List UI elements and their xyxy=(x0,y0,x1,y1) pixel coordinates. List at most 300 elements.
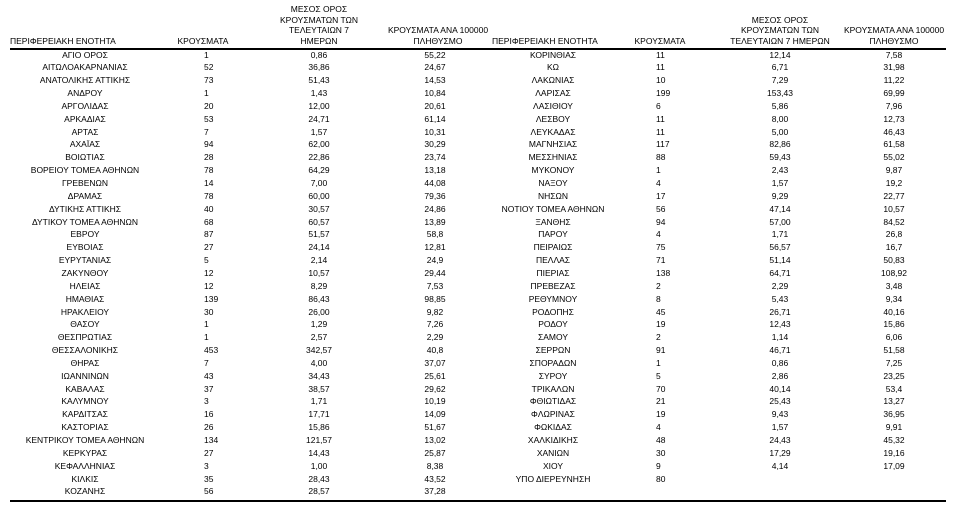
per100k-cell: 13,18 xyxy=(424,165,446,176)
per100k-cell: 69,99 xyxy=(883,88,905,99)
cases-cell: 45 xyxy=(656,306,666,317)
region-name-cell: ΡΟΔΟΥ xyxy=(538,319,568,330)
region-name-cell: ΛΑΚΩΝΙΑΣ xyxy=(531,75,575,86)
per100k-cell: 7,26 xyxy=(426,319,444,330)
region-name-cell: ΗΡΑΚΛΕΙΟΥ xyxy=(60,306,110,317)
cases-cell: 199 xyxy=(656,88,671,99)
table-row xyxy=(8,306,948,319)
avg7-cell: 51,14 xyxy=(769,255,791,266)
covid-cases-table xyxy=(8,0,948,505)
table-row xyxy=(8,357,948,370)
cases-cell: 40 xyxy=(204,203,214,214)
avg7-cell: 46,71 xyxy=(769,345,791,356)
per100k-cell: 7,58 xyxy=(885,49,903,60)
region-name-cell: ΣΠΟΡΑΔΩΝ xyxy=(529,357,577,368)
avg7-cell: 8,00 xyxy=(771,113,789,124)
cases-cell: 70 xyxy=(656,383,666,394)
region-name-cell: ΣΑΜΟΥ xyxy=(537,332,568,343)
region-name-cell: ΠΙΕΡΙΑΣ xyxy=(536,267,570,278)
table-row xyxy=(8,228,948,241)
per100k-cell: 45,32 xyxy=(883,435,905,445)
per100k-cell: 24,9 xyxy=(426,255,444,266)
cases-cell: 2 xyxy=(656,280,661,291)
avg7-cell: 14,43 xyxy=(308,447,330,458)
region-name-cell: ΘΕΣΣΑΛΟΝΙΚΗΣ xyxy=(51,345,119,356)
per100k-cell: 25,87 xyxy=(424,447,446,458)
per100k-cell: 10,84 xyxy=(424,88,446,99)
cases-cell: 9 xyxy=(656,460,661,471)
cases-cell: 56 xyxy=(204,486,214,497)
table-row xyxy=(8,318,948,331)
cases-cell: 3 xyxy=(204,396,209,407)
per100k-cell: 13,27 xyxy=(883,396,905,407)
region-name-cell: ΘΗΡΑΣ xyxy=(70,357,100,368)
table-row xyxy=(8,113,948,126)
table-row xyxy=(8,408,948,421)
avg7-cell: 2,14 xyxy=(310,255,328,266)
cases-cell: 1 xyxy=(204,319,209,330)
region-name-cell: ΞΑΝΘΗΣ xyxy=(535,216,571,227)
avg7-cell: 2,57 xyxy=(310,332,328,343)
region-name-cell: ΚΕΝΤΡΙΚΟΥ ΤΟΜΕΑ ΑΘΗΝΩΝ xyxy=(25,435,145,445)
cases-cell: 4 xyxy=(656,178,661,188)
per100k-cell: 6,06 xyxy=(885,332,903,343)
region-name-cell: ΦΛΩΡΙΝΑΣ xyxy=(531,409,575,420)
region-name-cell: ΓΡΕΒΕΝΩΝ xyxy=(62,178,108,188)
per100k-cell: 12,81 xyxy=(424,242,446,253)
cases-cell: 1 xyxy=(656,357,661,368)
region-name-cell: ΘΕΣΠΡΩΤΙΑΣ xyxy=(57,332,113,343)
table-row xyxy=(8,164,948,177)
cases-cell: 11 xyxy=(656,126,665,137)
avg7-cell: 36,86 xyxy=(308,62,330,73)
region-name-cell: ΣΥΡΟΥ xyxy=(538,370,568,381)
region-name-cell: ΛΕΣΒΟΥ xyxy=(535,113,571,124)
per100k-cell: 84,52 xyxy=(883,216,905,227)
per100k-cell: 31,98 xyxy=(883,62,905,73)
region-name-cell: ΦΘΙΩΤΙΔΑΣ xyxy=(529,396,577,407)
region-name-cell: ΚΙΛΚΙΣ xyxy=(71,473,99,484)
cases-cell: 14 xyxy=(204,178,214,188)
table-row xyxy=(8,254,948,267)
cases-cell: 3 xyxy=(204,460,209,471)
region-name-cell: ΤΡΙΚΑΛΩΝ xyxy=(531,383,575,394)
avg7-cell: 12,14 xyxy=(769,49,791,60)
avg7-cell: 0,86 xyxy=(310,49,328,60)
avg7-cell: 40,14 xyxy=(769,383,791,394)
header-cases-right: ΚΡΟΥΣΜΑΤΑ xyxy=(634,35,686,46)
cases-cell: 4 xyxy=(656,229,661,240)
avg7-cell: 12,00 xyxy=(308,100,330,111)
table-row xyxy=(8,421,948,434)
table-row xyxy=(8,447,948,460)
per100k-cell: 9,34 xyxy=(885,293,903,304)
per100k-cell: 25,61 xyxy=(424,370,446,381)
header-region-right: ΠΕΡΙΦΕΡΕΙΑΚΗ ΕΝΟΤΗΤΑ xyxy=(492,35,598,46)
region-name-cell: ΕΥΒΟΙΑΣ xyxy=(66,242,104,253)
region-name-cell: ΑΧΑΪΑΣ xyxy=(69,139,101,150)
region-name-cell: ΛΑΣΙΘΙΟΥ xyxy=(533,100,573,111)
avg7-cell: 28,57 xyxy=(308,486,330,497)
cases-cell: 453 xyxy=(204,345,219,356)
per100k-cell: 55,02 xyxy=(883,152,905,163)
table-row xyxy=(8,267,948,280)
region-name-cell: ΚΑΣΤΟΡΙΑΣ xyxy=(61,422,109,433)
region-name-cell: ΕΒΡΟΥ xyxy=(70,229,100,240)
cases-cell: 10 xyxy=(656,75,666,86)
cases-cell: 8 xyxy=(656,293,661,304)
table-row xyxy=(8,100,948,113)
cases-cell: 73 xyxy=(204,75,214,86)
region-name-cell: ΧΙΟΥ xyxy=(542,460,564,471)
cases-cell: 19 xyxy=(656,319,666,330)
per100k-cell: 29,62 xyxy=(424,383,446,394)
per100k-cell: 19,16 xyxy=(883,447,905,458)
avg7-cell: 5,00 xyxy=(771,126,789,137)
per100k-cell: 29,44 xyxy=(424,267,446,278)
region-name-cell: ΠΡΕΒΕΖΑΣ xyxy=(530,280,576,291)
region-name-cell: ΚΩ xyxy=(546,62,560,73)
table-row xyxy=(8,370,948,383)
avg7-cell: 7,29 xyxy=(771,75,789,86)
per100k-cell: 40,16 xyxy=(883,306,905,317)
avg7-cell: 1,71 xyxy=(310,396,328,407)
per100k-cell: 24,67 xyxy=(424,62,446,73)
region-name-cell: ΣΕΡΡΩΝ xyxy=(535,345,571,356)
avg7-cell: 26,00 xyxy=(308,306,330,317)
cases-cell: 43 xyxy=(204,370,214,381)
region-name-cell: ΑΡΓΟΛΙΔΑΣ xyxy=(61,100,109,111)
per100k-cell: 30,29 xyxy=(424,139,446,150)
region-name-cell: ΒΟΡΕΙΟΥ ΤΟΜΕΑ ΑΘΗΝΩΝ xyxy=(30,165,140,176)
per100k-cell: 23,74 xyxy=(424,152,446,163)
cases-cell: 1 xyxy=(204,332,209,343)
region-name-cell: ΙΩΑΝΝΙΝΩΝ xyxy=(61,370,109,381)
region-name-cell: ΛΕΥΚΑΔΑΣ xyxy=(530,126,576,137)
header-per100k-left: ΚΡΟΥΣΜΑΤΑ ΑΝΑ 100000 ΠΛΗΘΥΣΜΟ xyxy=(387,25,489,46)
cases-cell: 37 xyxy=(204,383,214,394)
header-cases-left: ΚΡΟΥΣΜΑΤΑ xyxy=(177,35,229,46)
cases-cell: 87 xyxy=(204,229,214,240)
cases-cell: 30 xyxy=(204,306,214,317)
per100k-cell: 40,8 xyxy=(426,345,444,356)
avg7-cell: 4,00 xyxy=(310,357,328,368)
per100k-cell: 7,53 xyxy=(426,280,444,291)
avg7-cell: 34,43 xyxy=(308,370,330,381)
per100k-cell: 11,22 xyxy=(883,75,905,86)
table-row xyxy=(8,485,948,498)
per100k-cell: 14,09 xyxy=(424,409,446,420)
cases-cell: 75 xyxy=(656,242,666,253)
region-name-cell: ΝΑΞΟΥ xyxy=(538,178,568,188)
region-name-cell: ΠΑΡΟΥ xyxy=(538,229,568,240)
avg7-cell: 1,00 xyxy=(310,460,328,471)
table-row xyxy=(8,61,948,74)
region-name-cell: ΚΑΛΥΜΝΟΥ xyxy=(61,396,109,407)
avg7-cell: 64,71 xyxy=(769,267,791,278)
avg7-cell: 56,57 xyxy=(769,242,791,253)
avg7-cell: 25,43 xyxy=(769,396,791,407)
table-row xyxy=(8,383,948,396)
per100k-cell: 58,8 xyxy=(426,229,444,240)
per100k-cell: 14,53 xyxy=(424,75,446,86)
region-name-cell: ΗΛΕΙΑΣ xyxy=(69,280,101,291)
region-name-cell: ΧΑΛΚΙΔΙΚΗΣ xyxy=(527,435,579,445)
region-name-cell: ΦΩΚΙΔΑΣ xyxy=(534,422,572,433)
avg7-cell: 5,43 xyxy=(771,293,789,304)
cases-cell: 30 xyxy=(656,447,666,458)
avg7-cell: 28,43 xyxy=(308,473,330,484)
per100k-cell: 10,19 xyxy=(424,396,446,407)
avg7-cell: 82,86 xyxy=(769,139,791,150)
cases-cell: 56 xyxy=(656,203,666,214)
avg7-cell: 17,29 xyxy=(769,447,791,458)
cases-cell: 71 xyxy=(656,255,666,266)
avg7-cell: 5,86 xyxy=(771,100,789,111)
per100k-cell: 61,58 xyxy=(883,139,905,150)
region-name-cell: ΠΕΛΛΑΣ xyxy=(535,255,571,266)
region-name-cell: ΔΡΑΜΑΣ xyxy=(67,190,103,201)
table-row xyxy=(8,138,948,151)
avg7-cell: 24,14 xyxy=(308,242,330,253)
header-region-left: ΠΕΡΙΦΕΡΕΙΑΚΗ ΕΝΟΤΗΤΑ xyxy=(10,35,116,46)
cases-cell: 80 xyxy=(656,473,666,484)
cases-cell: 28 xyxy=(204,152,214,163)
cases-cell: 138 xyxy=(656,267,671,278)
avg7-cell: 22,86 xyxy=(308,152,330,163)
region-name-cell: ΘΑΣΟΥ xyxy=(70,319,100,330)
avg7-cell: 6,71 xyxy=(771,62,789,73)
avg7-cell: 62,00 xyxy=(308,139,330,150)
cases-cell: 78 xyxy=(204,165,214,176)
header-avg7-right: ΜΕΣΟΣ ΟΡΟΣ ΚΡΟΥΣΜΑΤΩΝ ΤΩΝ ΤΕΛΕΥΤΑΙΩΝ 7 ΗΜΕΡΩΝ xyxy=(730,14,830,46)
region-name-cell: ΜΕΣΣΗΝΙΑΣ xyxy=(528,152,578,163)
table-row xyxy=(8,473,948,486)
cases-cell: 4 xyxy=(656,422,661,433)
cases-cell: 139 xyxy=(204,293,219,304)
table-row xyxy=(8,460,948,473)
region-name-cell: ΒΟΙΩΤΙΑΣ xyxy=(65,152,105,163)
per100k-cell: 51,58 xyxy=(883,345,905,356)
region-name-cell: ΑΓΙΟ ΟΡΟΣ xyxy=(62,49,108,60)
avg7-cell: 59,43 xyxy=(769,152,791,163)
cases-cell: 26 xyxy=(204,422,214,433)
cases-cell: 53 xyxy=(204,113,214,124)
avg7-cell: 30,57 xyxy=(308,203,330,214)
avg7-cell: 38,57 xyxy=(308,383,330,394)
per100k-cell: 8,38 xyxy=(426,460,444,471)
avg7-cell: 10,57 xyxy=(308,267,330,278)
avg7-cell: 51,43 xyxy=(308,75,330,86)
cases-cell: 1 xyxy=(204,88,209,99)
cases-cell: 35 xyxy=(204,473,214,484)
table-row xyxy=(8,190,948,203)
per100k-cell: 22,77 xyxy=(883,190,905,201)
header-per100k-right: ΚΡΟΥΣΜΑΤΑ ΑΝΑ 100000 ΠΛΗΘΥΣΜΟ xyxy=(843,25,945,46)
per100k-cell: 26,8 xyxy=(885,229,903,240)
avg7-cell: 8,29 xyxy=(310,280,328,291)
region-name-cell: ΕΥΡΥΤΑΝΙΑΣ xyxy=(58,255,112,266)
avg7-cell: 153,43 xyxy=(767,88,793,99)
avg7-cell: 51,57 xyxy=(308,229,330,240)
per100k-cell: 9,82 xyxy=(426,306,444,317)
per100k-cell: 46,43 xyxy=(883,126,905,137)
per100k-cell: 7,25 xyxy=(885,357,903,368)
region-name-cell: ΑΡΚΑΔΙΑΣ xyxy=(64,113,106,124)
cases-cell: 12 xyxy=(204,280,214,291)
cases-cell: 17 xyxy=(656,190,666,201)
per100k-cell: 15,86 xyxy=(883,319,905,330)
per100k-cell: 23,25 xyxy=(883,370,905,381)
cases-cell: 78 xyxy=(204,190,214,201)
avg7-cell: 60,57 xyxy=(308,216,330,227)
table-row xyxy=(8,241,948,254)
cases-cell: 5 xyxy=(204,255,209,266)
per100k-cell: 24,86 xyxy=(424,203,446,214)
cases-cell: 88 xyxy=(656,152,666,163)
region-name-cell: ΚΑΡΔΙΤΣΑΣ xyxy=(62,409,108,420)
region-name-cell: ΚΑΒΑΛΑΣ xyxy=(65,383,105,394)
cases-cell: 16 xyxy=(204,409,214,420)
cases-cell: 94 xyxy=(204,139,214,150)
avg7-cell: 1,43 xyxy=(310,88,328,99)
region-name-cell: ΠΕΙΡΑΙΩΣ xyxy=(533,242,573,253)
cases-cell: 117 xyxy=(656,139,670,150)
region-name-cell: ΖΑΚΥΝΘΟΥ xyxy=(61,267,109,278)
per100k-cell: 2,29 xyxy=(426,332,444,343)
per100k-cell: 50,83 xyxy=(883,255,905,266)
cases-cell: 91 xyxy=(656,345,666,356)
per100k-cell: 13,89 xyxy=(424,216,446,227)
region-name-cell: ΜΑΓΝΗΣΙΑΣ xyxy=(528,139,578,150)
per100k-cell: 7,96 xyxy=(885,100,903,111)
per100k-cell: 61,14 xyxy=(424,113,446,124)
per100k-cell: 37,28 xyxy=(424,486,446,497)
cases-cell: 48 xyxy=(656,435,666,445)
per100k-cell: 12,73 xyxy=(883,113,905,124)
region-name-cell: ΜΥΚΟΝΟΥ xyxy=(531,165,575,176)
per100k-cell: 20,61 xyxy=(424,100,446,111)
per100k-cell: 19,2 xyxy=(885,178,903,188)
cases-cell: 11 xyxy=(656,49,665,60)
avg7-cell: 1,57 xyxy=(310,126,328,137)
table-row xyxy=(8,280,948,293)
avg7-cell: 9,43 xyxy=(771,409,789,420)
avg7-cell: 2,86 xyxy=(771,370,789,381)
table-row xyxy=(8,395,948,408)
avg7-cell: 47,14 xyxy=(769,203,791,214)
cases-cell: 94 xyxy=(656,216,666,227)
region-name-cell: ΥΠΟ ΔΙΕΡΕΥΝΗΣΗ xyxy=(515,473,591,484)
region-name-cell: ΚΕΡΚΥΡΑΣ xyxy=(62,447,108,458)
cases-cell: 19 xyxy=(656,409,666,420)
cases-cell: 7 xyxy=(204,126,209,137)
per100k-cell: 43,52 xyxy=(424,473,446,484)
avg7-cell: 15,86 xyxy=(308,422,330,433)
cases-cell: 20 xyxy=(204,100,214,111)
per100k-cell: 108,92 xyxy=(881,267,907,278)
region-name-cell: ΡΕΘΥΜΝΟΥ xyxy=(528,293,578,304)
table-row xyxy=(8,49,948,62)
avg7-cell: 1,57 xyxy=(771,422,789,433)
avg7-cell: 24,43 xyxy=(769,435,791,445)
table-row xyxy=(8,216,948,229)
avg7-cell: 2,29 xyxy=(771,280,789,291)
cases-cell: 27 xyxy=(204,242,214,253)
region-name-cell: ΚΟΡΙΝΘΙΑΣ xyxy=(529,49,577,60)
cases-cell: 5 xyxy=(656,370,661,381)
avg7-cell: 1,57 xyxy=(771,178,789,188)
avg7-cell: 26,71 xyxy=(769,306,791,317)
cases-cell: 27 xyxy=(204,447,214,458)
table-row xyxy=(8,331,948,344)
table-row xyxy=(8,74,948,87)
region-name-cell: ΚΕΦΑΛΛΗΝΙΑΣ xyxy=(54,460,116,471)
avg7-cell: 64,29 xyxy=(308,165,330,176)
per100k-cell: 37,07 xyxy=(424,357,446,368)
per100k-cell: 51,67 xyxy=(424,422,446,433)
region-name-cell: ΧΑΝΙΩΝ xyxy=(536,447,570,458)
avg7-cell: 1,29 xyxy=(310,319,328,330)
region-name-cell: ΝΟΤΙΟΥ ΤΟΜΕΑ ΑΘΗΝΩΝ xyxy=(501,203,605,214)
region-name-cell: ΡΟΔΟΠΗΣ xyxy=(532,306,574,317)
per100k-cell: 53,4 xyxy=(885,383,903,394)
cases-cell: 12 xyxy=(204,267,214,278)
bottom-rule xyxy=(10,500,946,502)
header-avg7-left: ΜΕΣΟΣ ΟΡΟΣ ΚΡΟΥΣΜΑΤΩΝ ΤΩΝ ΤΕΛΕΥΤΑΙΩΝ 7 ΗΜΕΡΩΝ xyxy=(280,4,358,46)
avg7-cell: 1,71 xyxy=(771,229,789,240)
table-row xyxy=(8,87,948,100)
per100k-cell: 9,87 xyxy=(885,165,903,176)
region-name-cell: ΑΡΤΑΣ xyxy=(71,126,99,137)
per100k-cell: 79,36 xyxy=(424,190,446,201)
table-row xyxy=(8,203,948,216)
per100k-cell: 10,31 xyxy=(424,126,446,137)
cases-cell: 6 xyxy=(656,100,661,111)
cases-cell: 11 xyxy=(656,113,665,124)
per100k-cell: 13,02 xyxy=(424,435,446,445)
cases-cell: 52 xyxy=(204,62,214,73)
avg7-cell: 57,00 xyxy=(769,216,791,227)
avg7-cell: 24,71 xyxy=(308,113,330,124)
table-row xyxy=(8,293,948,306)
avg7-cell: 4,14 xyxy=(771,460,789,471)
avg7-cell: 9,29 xyxy=(771,190,789,201)
per100k-cell: 36,95 xyxy=(883,409,905,420)
avg7-cell: 2,43 xyxy=(771,165,789,176)
cases-cell: 134 xyxy=(204,435,219,445)
table-row xyxy=(8,344,948,357)
table-row xyxy=(8,151,948,164)
avg7-cell: 12,43 xyxy=(769,319,791,330)
cases-cell: 21 xyxy=(656,396,666,407)
per100k-cell: 16,7 xyxy=(885,242,903,253)
per100k-cell: 17,09 xyxy=(883,460,905,471)
table-row xyxy=(8,126,948,139)
cases-cell: 2 xyxy=(656,332,661,343)
avg7-cell: 342,57 xyxy=(306,345,332,356)
table-row xyxy=(8,177,948,190)
region-name-cell: ΚΟΖΑΝΗΣ xyxy=(64,486,106,497)
region-name-cell: ΗΜΑΘΙΑΣ xyxy=(65,293,105,304)
avg7-cell: 7,00 xyxy=(310,178,328,188)
cases-cell: 68 xyxy=(204,216,214,227)
region-name-cell: ΑΝΑΤΟΛΙΚΗΣ ΑΤΤΙΚΗΣ xyxy=(39,75,131,86)
avg7-cell: 60,00 xyxy=(308,190,330,201)
region-name-cell: ΔΥΤΙΚΟΥ ΤΟΜΕΑ ΑΘΗΝΩΝ xyxy=(31,216,139,227)
region-name-cell: ΑΝΔΡΟΥ xyxy=(67,88,103,99)
per100k-cell: 55,22 xyxy=(424,49,446,60)
